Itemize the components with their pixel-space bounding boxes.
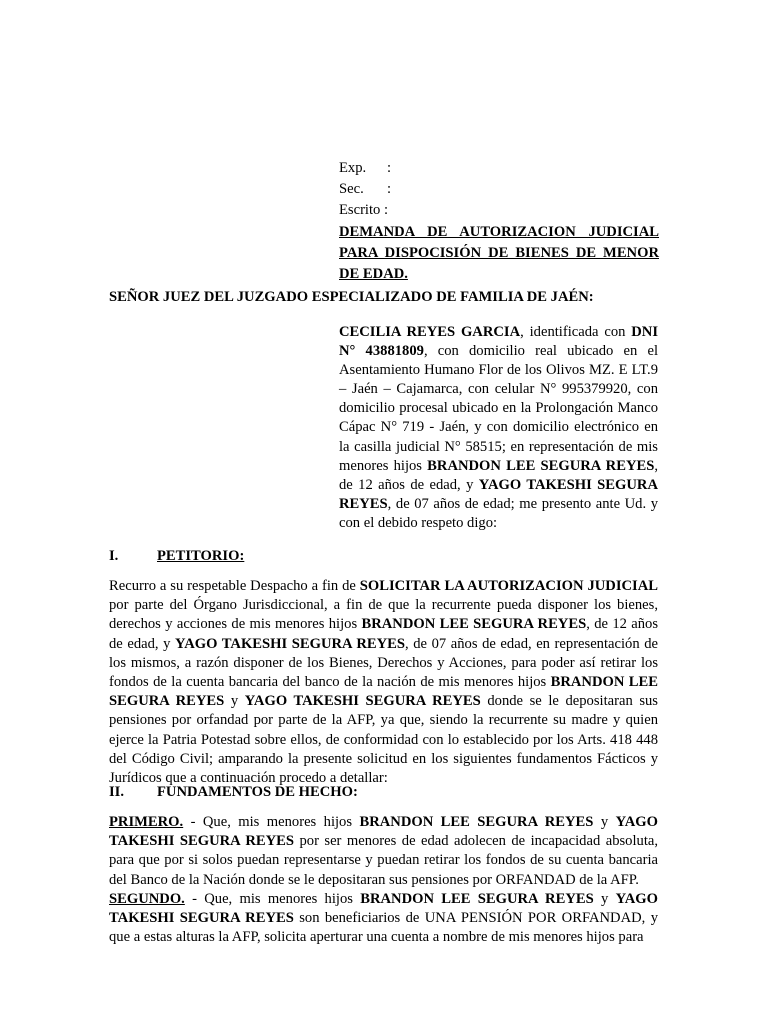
segundo-bold-1: BRANDON LEE SEGURA REYES — [360, 891, 594, 907]
intro-text-4: , de 07 años de edad; me presento ante Ud. y con el debido respeto digo: — [339, 495, 658, 531]
intro-paragraph — [339, 323, 658, 533]
petitorio-text-2: por parte del Órgano Jurisdiccional, a fin de que la recurrente pueda disponer los bienes, derechos y acciones de mis menores hijos — [109, 597, 658, 633]
primero-bold-1: BRANDON LEE SEGURA REYES — [359, 814, 594, 830]
primero-paragraph — [109, 813, 658, 890]
section-1-title: PETITORIO: — [157, 548, 245, 564]
case-header — [339, 159, 659, 285]
primero-text-1: - Que, mis menores hijos — [183, 814, 360, 830]
petitorio-text-4: , de 07 años de edad, en representación de los mismos, a razón disponer de los Bienes, Derechos y Acciones, para poder así retirar los fondos de la cuenta bancaria del banco de la nación de mis menores hijos — [109, 635, 658, 691]
exp-label: Exp. — [339, 160, 367, 176]
document-caption: DEMANDA DE AUTORIZACION JUDICIAL PARA DISPOCISIÓN DE BIENES DE MENOR DE EDAD. — [339, 224, 659, 282]
primero-bold-2: YAGO TAKESHI SEGURA REYES — [109, 814, 659, 850]
sec-separator: : — [387, 181, 392, 197]
section-2-number: II. — [109, 784, 125, 800]
section-2-title: FUNDAMENTOS DE HECHO: — [157, 784, 358, 800]
child-1-name: BRANDON LEE SEGURA REYES — [427, 457, 655, 474]
escrito-line — [339, 201, 659, 222]
segundo-label: SEGUNDO. — [109, 891, 185, 907]
petitorio-bold-5: YAGO TAKESHI SEGURA REYES — [244, 693, 481, 710]
primero-text-3: por ser menores de edad adolecen de incapacidad absoluta, para que por si solos puedan representarse y puedan retirar los fondos de su cuenta bancaria del Banco de la Nación donde se le depositaran sus pensiones por ORFANDAD de la AFP. — [109, 833, 658, 888]
segundo-text-1: - Que, mis menores hijos — [184, 891, 361, 907]
exp-line — [339, 159, 659, 180]
section-1-number: I. — [109, 548, 119, 564]
intro-text-3: , de 12 años de edad, y — [339, 457, 658, 493]
escrito-label: Escrito : — [339, 202, 389, 218]
primero-label: PRIMERO. — [109, 814, 184, 830]
child-2-name: YAGO TAKESHI SEGURA REYES — [339, 476, 658, 512]
petitorio-bold-2: BRANDON LEE SEGURA REYES — [361, 616, 587, 633]
petitorio-bold-3: YAGO TAKESHI SEGURA REYES — [175, 635, 406, 652]
plaintiff-name: CECILIA REYES GARCIA — [339, 324, 521, 340]
segundo-text-3: son beneficiarios de UNA PENSIÓN POR ORFANDAD, y que a estas alturas la AFP, solicita aperturar una cuenta a nombre de mis menores hijos para — [109, 910, 658, 946]
section-1-heading — [109, 547, 244, 566]
petitorio-text-1: Recurro a su respetable Despacho a fin de — [109, 578, 360, 594]
segundo-bold-2: YAGO TAKESHI SEGURA REYES — [109, 891, 659, 927]
petitorio-text-3: , de 12 años de edad, y — [109, 616, 659, 652]
petitorio-paragraph — [109, 577, 658, 788]
intro-text-1: , identificada con — [520, 324, 632, 340]
sec-label: Sec. — [339, 181, 364, 197]
primero-text-2: y — [593, 814, 616, 830]
segundo-paragraph — [109, 890, 658, 948]
plaintiff-dni: DNI N° 43881809 — [339, 324, 658, 360]
segundo-text-2: y — [593, 891, 616, 907]
section-2-heading — [109, 783, 358, 802]
petitorio-text-6: donde se le depositaran sus pensiones por orfandad por parte de la AFP, ya que, siendo la recurrente su madre y quien ejerce la Patria Potestad sobre ellos, de conformidad con lo establecido por los Arts. 418 448 del Código Civil; amparando la presente solicitud en los siguientes fundamentos Fácticos y Jurídicos que a continuación procedo a detallar: — [109, 693, 658, 787]
intro-text-2: , con domicilio real ubicado en el Asentamiento Humano Flor de los Olivos MZ. E LT.9 – Jaén – Cajamarca, con celular N° 995379920, con domicilio procesal ubicado en la Prolongación Manco Cápac N° 719 - Jaén, y con domicilio electrónico en la casilla judicial N° 58515; en representación de mis menores hijos — [339, 343, 659, 474]
addressee: SEÑOR JUEZ DEL JUZGADO ESPECIALIZADO DE FAMILIA DE JAÉN: — [109, 289, 594, 305]
petitorio-text-5: y — [224, 693, 245, 710]
exp-separator: : — [387, 160, 392, 176]
sec-line — [339, 180, 659, 201]
petitorio-bold-4: BRANDON LEE SEGURA REYES — [109, 674, 659, 710]
petitorio-bold-1: SOLICITAR LA AUTORIZACION JUDICIAL — [359, 578, 658, 594]
